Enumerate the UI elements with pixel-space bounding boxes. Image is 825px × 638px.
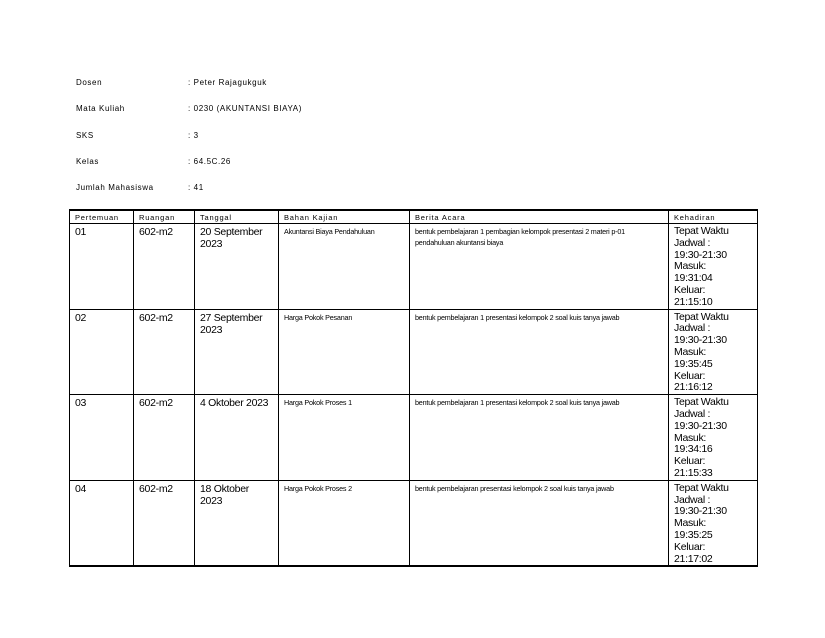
kehadiran-masuk: 19:34:16: [674, 443, 713, 456]
kehadiran-keluar: 21:15:33: [674, 466, 713, 479]
cell-kehadiran: [669, 395, 758, 481]
info-label: Mata Kuliah: [76, 104, 125, 113]
info-label: Jumlah Mahasiswa: [76, 183, 154, 192]
cell-ruangan: 602-m2: [134, 309, 195, 395]
cell-ruangan: 602-m2: [134, 224, 195, 310]
col-header-pertemuan: Pertemuan: [70, 210, 134, 224]
cell-kehadiran: [669, 224, 758, 310]
info-label: Kelas: [76, 157, 100, 166]
cell-berita-acara: bentuk pembelajaran 1 presentasi kelompok 2 soal kuis tanya jawab: [410, 309, 669, 395]
cell-tanggal: 20 September 2023: [195, 224, 279, 310]
col-header-tanggal: Tanggal: [195, 210, 279, 224]
cell-kehadiran: [669, 309, 758, 395]
cell-pertemuan: 04: [70, 480, 134, 566]
cell-tanggal: 4 Oktober 2023: [195, 395, 279, 481]
kehadiran-masuk-label: Masuk:: [674, 517, 707, 530]
kehadiran-masuk: 19:35:25: [674, 528, 713, 541]
kehadiran-masuk: 19:35:45: [674, 357, 713, 370]
kehadiran-keluar: 21:16:12: [674, 381, 713, 394]
info-label: SKS: [76, 131, 94, 140]
col-header-ruangan: Ruangan: [134, 210, 195, 224]
cell-kehadiran: [669, 480, 758, 566]
cell-bahan-kajian: Akuntansi Biaya Pendahuluan: [279, 224, 410, 310]
col-header-berita-acara: Berita Acara: [410, 210, 669, 224]
kehadiran-keluar: 21:17:02: [674, 552, 713, 565]
kehadiran-jadwal: 19:30-21:30: [674, 248, 727, 261]
info-value: : Peter Rajagukguk: [188, 78, 267, 87]
kehadiran-jadwal-label: Jadwal :: [674, 493, 711, 506]
cell-pertemuan: 01: [70, 224, 134, 310]
attendance-table: [69, 209, 758, 567]
kehadiran-status: Tepat Waktu: [674, 225, 729, 237]
kehadiran-jadwal-label: Jadwal :: [674, 322, 711, 335]
info-value: : 64.5C.26: [188, 157, 231, 166]
kehadiran-jadwal-label: Jadwal :: [674, 407, 711, 420]
cell-bahan-kajian: Harga Pokok Proses 2: [279, 480, 410, 566]
col-header-bahan-kajian: Bahan Kajian: [279, 210, 410, 224]
cell-tanggal: 18 Oktober 2023: [195, 480, 279, 566]
info-value: : 41: [188, 183, 204, 192]
kehadiran-keluar: 21:15:10: [674, 295, 713, 308]
kehadiran-keluar-label: Keluar:: [674, 455, 706, 468]
cell-berita-acara: bentuk pembelajaran presentasi kelompok 2 soal kuis tanya jawab: [410, 480, 669, 566]
cell-ruangan: 602-m2: [134, 480, 195, 566]
kehadiran-keluar-label: Keluar:: [674, 283, 706, 296]
info-value: : 0230 (AKUNTANSI BIAYA): [188, 104, 302, 113]
cell-ruangan: 602-m2: [134, 395, 195, 481]
col-header-kehadiran: Kehadiran: [669, 210, 758, 224]
cell-bahan-kajian: Harga Pokok Pesanan: [279, 309, 410, 395]
info-label: Dosen: [76, 78, 103, 87]
cell-pertemuan: 02: [70, 309, 134, 395]
table-header-row: [70, 210, 758, 224]
kehadiran-keluar-label: Keluar:: [674, 369, 706, 382]
cell-bahan-kajian: Harga Pokok Proses 1: [279, 395, 410, 481]
kehadiran-masuk-label: Masuk:: [674, 431, 707, 444]
kehadiran-status: Tepat Waktu: [674, 481, 729, 494]
cell-berita-acara: bentuk pembelajaran 1 presentasi kelompok 2 soal kuis tanya jawab: [410, 395, 669, 481]
table-row: [70, 395, 758, 481]
table-row: [70, 309, 758, 395]
kehadiran-keluar-label: Keluar:: [674, 540, 706, 553]
kehadiran-jadwal: 19:30-21:30: [674, 505, 727, 518]
kehadiran-status: Tepat Waktu: [674, 310, 729, 323]
kehadiran-jadwal: 19:30-21:30: [674, 334, 727, 347]
cell-pertemuan: 03: [70, 395, 134, 481]
kehadiran-jadwal: 19:30-21:30: [674, 419, 727, 432]
kehadiran-jadwal-label: Jadwal :: [674, 236, 711, 249]
kehadiran-masuk: 19:31:04: [674, 272, 713, 285]
table-row: [70, 480, 758, 566]
cell-tanggal: 27 September 2023: [195, 309, 279, 395]
kehadiran-masuk-label: Masuk:: [674, 260, 707, 273]
kehadiran-status: Tepat Waktu: [674, 396, 729, 409]
info-value: : 3: [188, 131, 199, 140]
cell-berita-acara: bentuk pembelajaran 1 pembagian kelompok presentasi 2 materi p-01 pendahuluan akuntansi biaya: [410, 224, 669, 310]
table-row: [70, 224, 758, 310]
kehadiran-masuk-label: Masuk:: [674, 345, 707, 358]
